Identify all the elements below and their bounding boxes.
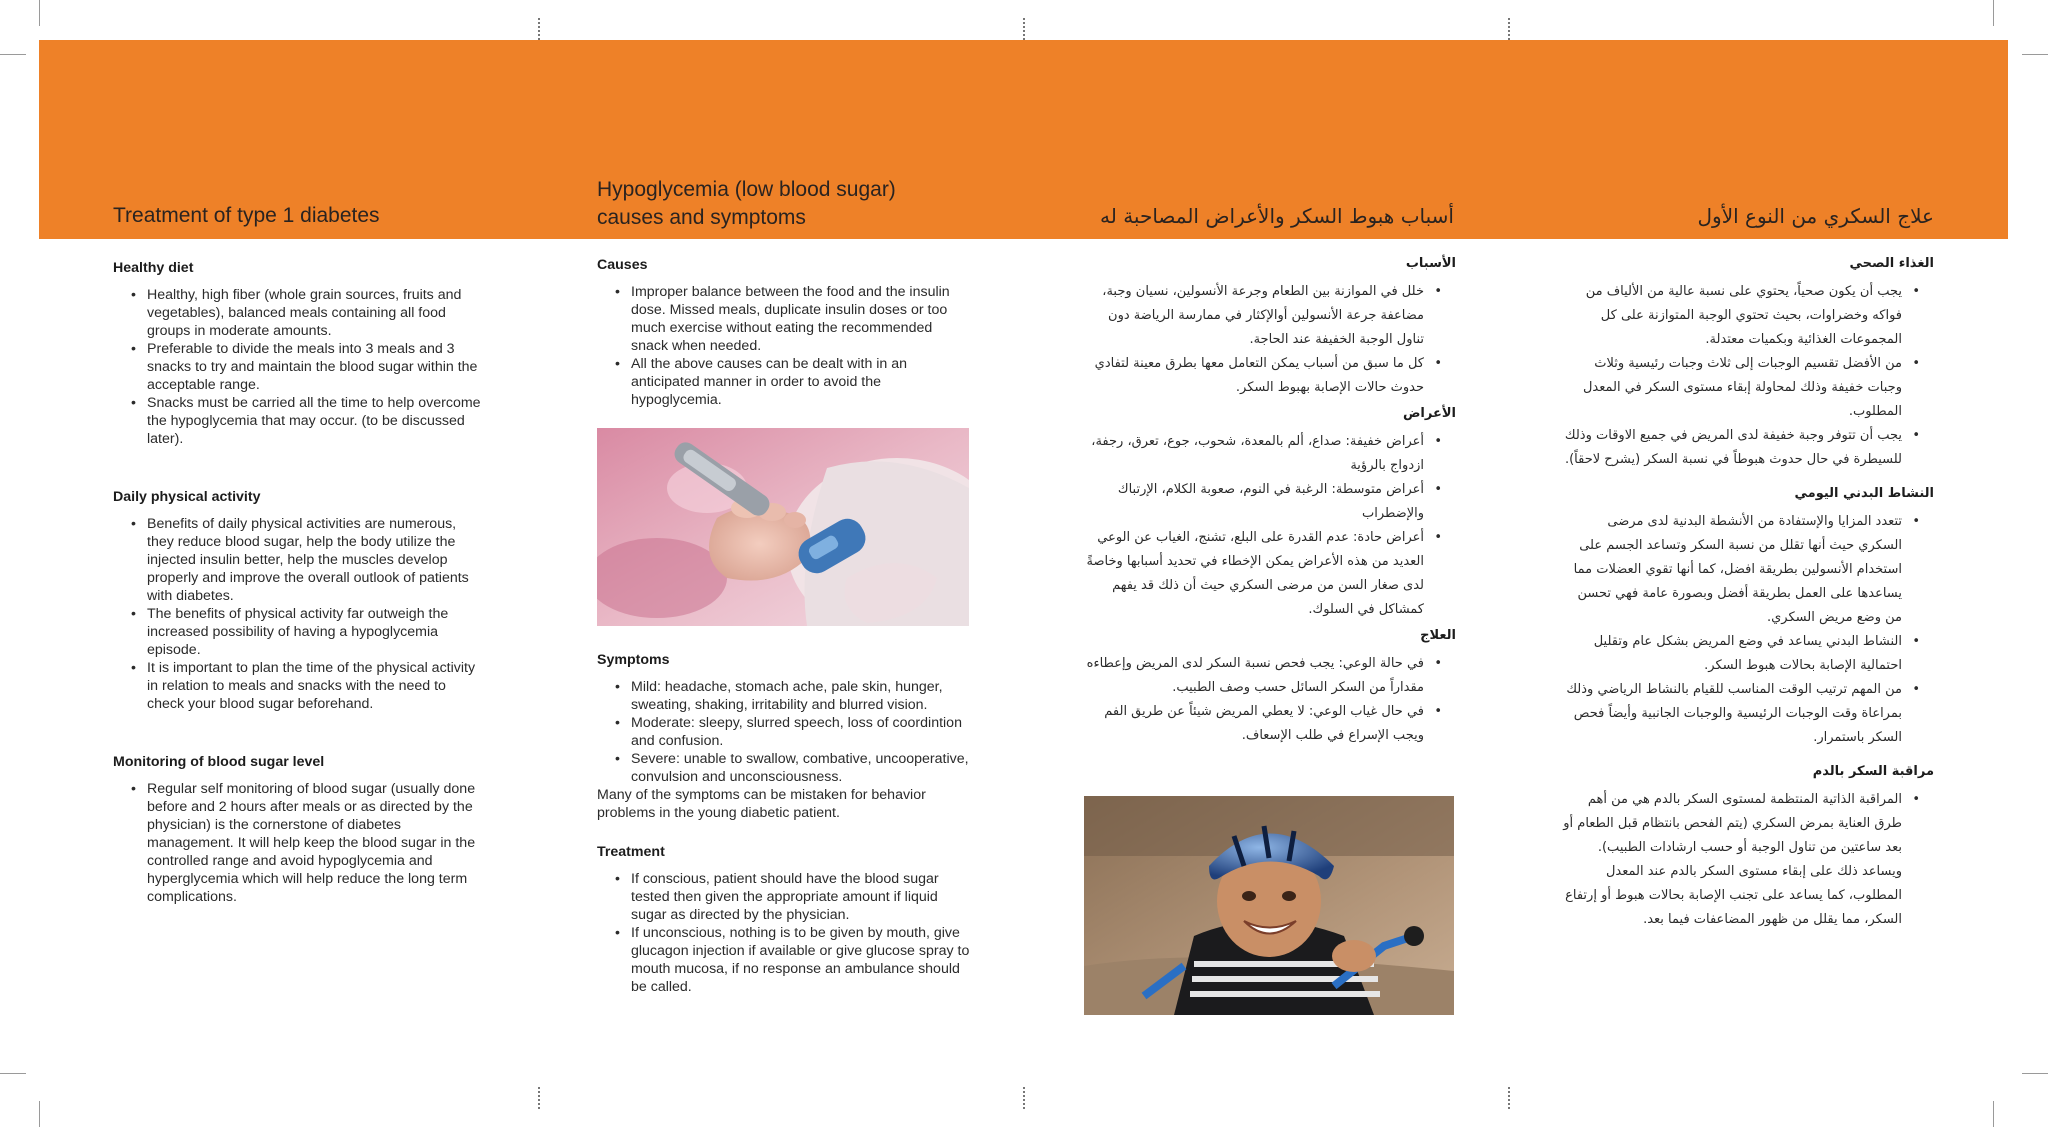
section-heading: Causes [597,257,648,273]
fold-mark [538,18,540,40]
section-heading: الغذاء الصحي [1849,256,1934,271]
list-item: • من المهم ترتيب الوقت المناسب للقيام بالنشاط الرياضي وذلك بمراعاة وقت الوجبات الرئيسية والوجبات الجانبية وأيضاً فحص السكر باستمرار. [1560,678,1934,750]
col2-title-line2: causes and symptoms [597,206,806,229]
bullet-list [1560,788,1934,932]
crop-mark [1993,1101,1994,1127]
section-heading: مراقبة السكر بالدم [1812,764,1934,779]
crop-mark [1993,0,1994,26]
list-item: • المراقبة الذاتية المنتظمة لمستوى السكر بالدم هي من أهم طرق العناية بمرض السكري (يتم الفحص بانتظام قبل الطعام أو بعد ساعتين من تناول الوجبة أو حسب ارشادات الطبيب). ويساعد ذلك على إبقاء مستوى السكر بالدم عند المعدل المطلوب، كما يساعد على تجنب الإصابة بحالات هبوط أو إرتفاع السكر، مما يقلل من ظهور المضاعفات فيما بعد. [1560,788,1934,932]
section-heading: العلاج [1420,628,1456,643]
crop-mark [0,54,26,55]
section-heading: Healthy diet [113,260,194,276]
list-item: • خلل في الموازنة بين الطعام وجرعة الأنسولين، نسيان وجبة، مضاعفة جرعة الأنسولين أوالإكثار في ممارسة الرياضة دون تناول الوجبة الخفيفة عند الحاجة. [1086,280,1456,352]
fold-mark [1508,1087,1510,1109]
section-heading: Monitoring of blood sugar level [113,754,325,770]
list-item: • If conscious, patient should have the blood sugar tested then given the appropriate amount if liquid sugar as directed by the physician. [597,870,977,924]
crop-mark [2022,54,2048,55]
list-item: • أعراض متوسطة: الرغبة في النوم، صعوبة الكلام، الإرتباك والإضطراب [1086,478,1456,526]
crop-mark [39,1101,40,1127]
symptoms-note: Many of the symptoms can be mistaken for behavior problems in the young diabetic patient. [597,787,926,821]
list-item: • Healthy, high fiber (whole grain sources, fruits and vegetables), balanced meals containing all food groups in moderate amounts. [113,286,483,340]
fold-mark [1023,1087,1025,1109]
list-item: • يجب أن يكون صحياً، يحتوي على نسبة عالية من الألياف من فواكه وخضراوات، بحيث تحتوي الوجبة المتوازنة على كل المجموعات الغذائية وبكميات معتدلة. [1560,280,1934,352]
col2-title-line1: Hypoglycemia (low blood sugar) [597,178,896,201]
list-item: • كل ما سبق من أسباب يمكن التعامل معها بطرق معينة لتفادي حدوث حالات الإصابة بهبوط السكر. [1086,352,1456,400]
bullet-list [1560,510,1934,750]
fold-mark [538,1087,540,1109]
list-item: • في حال غياب الوعي: لا يعطي المريض شيئاً عن طريق الفم ويجب الإسراع في طلب الإسعاف. [1086,700,1456,748]
list-item: • The benefits of physical activity far outweigh the increased possibility of having a hypoglycemia episode. [113,605,483,659]
bullet-list [113,515,483,713]
list-item: • Moderate: sleepy, slurred speech, loss of coordintion and confusion. [597,714,977,750]
col2-title [597,176,896,232]
col3-body [1086,252,1456,748]
list-item: • أعراض حادة: عدم القدرة على البلع، تشنج، الغياب عن الوعي العديد من هذه الأعراض يمكن الإخطاء في تحديد أسبابها وخاصةً لدى صغار السن من مرضى السكري حيث أن ذلك قد يفهم كمشاكل في السلوك. [1086,526,1456,622]
bullet-list [597,678,977,786]
section-heading: Daily physical activity [113,489,261,505]
bullet-list [1086,652,1456,748]
bullet-list [1560,280,1934,472]
section-heading: Treatment [597,844,665,860]
section-heading: الأعراض [1402,406,1456,421]
bullet-list [597,283,967,409]
list-item: • أعراض خفيفة: صداع، ألم بالمعدة، شحوب، جوع، تعرق، رجفة، ازدواج بالرؤية [1086,430,1456,478]
fold-mark [1508,18,1510,40]
bullet-list [113,286,483,448]
crop-mark [39,0,40,26]
list-item: • Preferable to divide the meals into 3 meals and 3 snacks to try and maintain the blood sugar within the acceptable range. [113,340,483,394]
col2-body-bottom [597,651,977,996]
list-item: • It is important to plan the time of the physical activity in relation to meals and snacks with the need to check your blood sugar beforehand. [113,659,483,713]
col4-title: علاج السكري من النوع الأول [1697,204,1934,228]
fold-mark [1023,18,1025,40]
list-item: • Mild: headache, stomach ache, pale skin, hunger, sweating, shaking, irritability and blurred vision. [597,678,977,714]
col1-title: Treatment of type 1 diabetes [113,204,380,227]
boy-cycling-photo [1084,796,1454,1015]
section-heading: النشاط البدني اليومي [1794,486,1934,501]
list-item: • Improper balance between the food and the insulin dose. Missed meals, duplicate insulin doses or too much exercise without eating the recommended snack when needed. [597,283,967,355]
list-item: • تتعدد المزايا والإستفادة من الأنشطة البدنية لدى مرضى السكري حيث أنها تقلل من نسبة السكر وتساعد الجسم على استخدام الأنسولين بطريقة افضل، كما أنها تقوي العضلات مما يساعدها على العمل بطريقة أفضل وبصورة عامة فهي تحسن من وضع مريض السكري. [1560,510,1934,630]
bullet-list [597,870,977,996]
section-heading: الأسباب [1405,256,1456,271]
list-item: • If unconscious, nothing is to be given by mouth, give glucagon injection if available or give glucose spray to mouth mucosa, if no response an ambulance should be called. [597,924,977,996]
list-item: • Severe: unable to swallow, combative, uncooperative, convulsion and unconsciousness. [597,750,977,786]
list-item: • Benefits of daily physical activities are numerous, they reduce blood sugar, help the body utilize the injected insulin better, help the muscles develop properly and improve the overall outlook of patients with diabetes. [113,515,483,605]
list-item: • من الأفضل تقسيم الوجبات إلى ثلاث وجبات رئيسية وثلاث وجبات خفيفة وذلك لمحاولة إبقاء مستوى السكر في المعدل المطلوب. [1560,352,1934,424]
crop-mark [2022,1073,2048,1074]
list-item: • Snacks must be carried all the time to help overcome the hypoglycemia that may occur. (to be discussed later). [113,394,483,448]
section-heading: Symptoms [597,652,670,668]
col4-body [1560,252,1934,932]
col2-body-top [597,256,967,409]
crop-mark [0,1073,26,1074]
list-item: • Regular self monitoring of blood sugar (usually done before and 2 hours after meals or as directed by the physician) is the cornerstone of diabetes management. It will help keep the blood sugar in the controlled range and avoid hypoglycemia and hyperglycemia which will help reduce the long term complications. [113,780,483,906]
col1-body [113,259,483,906]
bullet-list [113,780,483,906]
glucose-meter-photo [597,428,969,626]
bullet-list [1086,430,1456,622]
list-item: • All the above causes can be dealt with in an anticipated manner in order to avoid the hypoglycemia. [597,355,967,409]
list-item: • يجب أن تتوفر وجبة خفيفة لدى المريض في جميع الاوقات وذلك للسيطرة في حال حدوث هبوطاً في نسبة السكر (يشرح لاحقاً). [1560,424,1934,472]
list-item: • النشاط البدني يساعد في وضع المريض بشكل عام وتقليل احتمالية الإصابة بحالات هبوط السكر. [1560,630,1934,678]
col3-title: أسباب هبوط السكر والأعراض المصاحبة له [1100,204,1454,228]
bullet-list [1086,280,1456,400]
list-item: • في حالة الوعي: يجب فحص نسبة السكر لدى المريض وإعطاءه مقداراً من السكر السائل حسب وصف الطبيب. [1086,652,1456,700]
